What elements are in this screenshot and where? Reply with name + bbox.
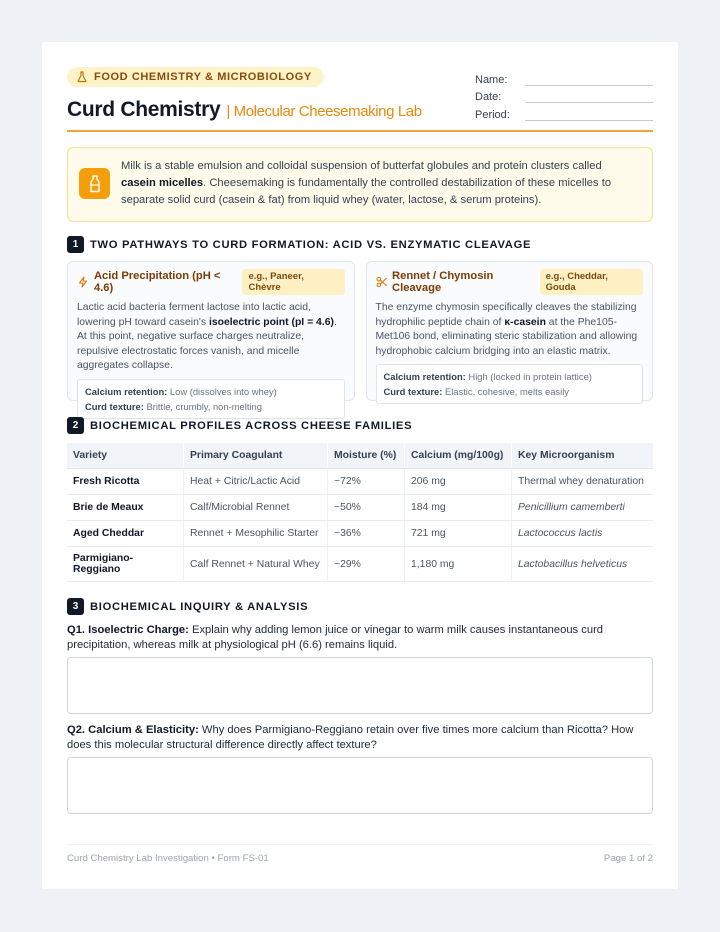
answer-box-1[interactable] [67, 657, 653, 714]
table-row [67, 469, 653, 495]
section-number: 1 [67, 236, 84, 253]
period-label: Period: [475, 108, 510, 121]
variety-cell: Aged Cheddar [67, 521, 184, 547]
column-header: Moisture (%) [328, 443, 405, 469]
period-line[interactable] [525, 109, 653, 121]
rennet-properties-box [376, 364, 644, 404]
acid-example-badge: e.g., Paneer, Chèvre [242, 269, 344, 295]
rennet-body-start: The enzyme chymosin specifically cleaves the stabilizing hydrophilic peptide chain of [375, 302, 637, 328]
worksheet-page [42, 42, 678, 889]
acid-body-start: Lactic acid bacteria ferment lactose into lactic acid, lowering pH toward casein's [77, 302, 311, 328]
section-3-heading [67, 598, 653, 615]
section-number: 3 [67, 598, 84, 615]
variety-cell: Parmigiano-Reggiano [67, 547, 184, 582]
acid-calcium-label: Calcium retention: [85, 385, 168, 397]
microorganism-cell: Thermal whey denaturation [512, 469, 654, 495]
calcium-cell: 1,180 mg [405, 547, 512, 582]
page-number: Page 1 of 2 [603, 853, 653, 864]
lightning-icon [77, 276, 89, 288]
moisture-cell: ~72% [328, 469, 405, 495]
calcium-cell: 206 mg [405, 469, 512, 495]
rennet-body-end: at the Phe105-Met106 bond, eliminating steric stabilization and allowing hydrophobic calcium bridging into an elastic matrix. [375, 316, 638, 357]
acid-card-body [77, 301, 345, 374]
acid-texture-value: Brittle, crumbly, non-melting [146, 400, 262, 412]
intro-text-start: Milk is a stable emulsion and colloidal suspension of butterfat globules and protein clusters called [121, 160, 602, 172]
microorganism-cell: Penicillium camemberti [512, 495, 654, 521]
acid-calcium-value: Low (dissolves into whey) [169, 385, 277, 397]
microorganism-cell: Lactococcus lactis [512, 521, 654, 547]
student-info-fields [475, 68, 653, 121]
rennet-example-badge: e.g., Cheddar, Gouda [540, 269, 643, 295]
variety-cell: Fresh Ricotta [67, 469, 184, 495]
column-header: Calcium (mg/100g) [405, 443, 512, 469]
section-title: TWO PATHWAYS TO CURD FORMATION: ACID VS. ENZYMATIC CLEAVAGE [90, 238, 532, 251]
column-header: Key Microorganism [512, 443, 654, 469]
moisture-cell: ~36% [328, 521, 405, 547]
coagulant-cell: Rennet + Mesophilic Starter [184, 521, 328, 547]
name-line[interactable] [525, 74, 653, 86]
flask-icon [76, 71, 88, 83]
intro-callout [67, 147, 653, 222]
table-row [67, 495, 653, 521]
acid-body-bold: isoelectric point (pI = 4.6) [208, 316, 334, 328]
section-title: BIOCHEMICAL PROFILES ACROSS CHEESE FAMILIES [90, 419, 413, 432]
calcium-cell: 721 mg [405, 521, 512, 547]
intro-bold-term: casein micelles [121, 177, 204, 189]
subject-tag-label: FOOD CHEMISTRY & MICROBIOLOGY [94, 71, 312, 83]
rennet-calcium-value: High (locked in protein lattice) [468, 371, 592, 382]
rennet-card-title: Rennet / Chymosin Cleavage [392, 270, 494, 294]
page-title: Curd Chemistry [67, 98, 221, 121]
footer [67, 844, 653, 864]
rennet-card-body [376, 301, 644, 359]
column-header: Primary Coagulant [184, 443, 328, 469]
question-2-label: Q2. Calcium & Elasticity: [67, 724, 199, 736]
question-2 [67, 723, 653, 753]
intro-text-end: . Cheesemaking is fundamentally the controlled destabilization of these micelles to separate solid curd (casein & fat) from liquid whey (water, lactose, & serum proteins). [121, 177, 612, 206]
question-1 [67, 623, 653, 653]
header [67, 67, 653, 131]
section-1-heading [67, 236, 653, 253]
calcium-cell: 184 mg [405, 495, 512, 521]
acid-properties-box [77, 379, 345, 419]
date-field[interactable] [475, 86, 653, 104]
milk-bottle-icon [79, 168, 110, 199]
column-header: Variety [67, 443, 184, 469]
pathway-cards [67, 261, 653, 412]
acid-card-title: Acid Precipitation (pH < 4.6) [93, 270, 221, 294]
acid-texture-label: Curd texture: [85, 400, 144, 412]
section-number: 2 [67, 417, 84, 434]
acid-pathway-card [67, 261, 355, 412]
name-field[interactable] [475, 68, 653, 86]
rennet-texture-value: Elastic, cohesive, melts easily [444, 386, 569, 397]
question-2-text: Why does Parmigiano-Reggiano retain over five times more calcium than Ricotta? How does this molecular structural difference directly affect texture? [67, 724, 634, 751]
microorganism-cell: Lactobacillus helveticus [512, 547, 654, 582]
subject-tag [67, 67, 324, 87]
scissors-icon [376, 276, 388, 288]
question-1-text: Explain why adding lemon juice or vinegar to warm milk causes instantaneous curd precipitation, whereas milk at physiological pH (6.6) remains liquid. [67, 624, 604, 651]
coagulant-cell: Heat + Citric/Lactic Acid [184, 469, 328, 495]
coagulant-cell: Calf Rennet + Natural Whey [184, 547, 328, 582]
acid-body-end: . At this point, negative surface charges neutralize, repulsive electrostatic forces vanish, and micelle aggregates collapse. [77, 316, 337, 371]
coagulant-cell: Calf/Microbial Rennet [184, 495, 328, 521]
date-line[interactable] [525, 91, 653, 103]
name-label: Name: [475, 73, 508, 86]
section-2-heading [67, 417, 653, 434]
table-row [67, 521, 653, 547]
rennet-pathway-card [366, 261, 654, 401]
rennet-body-bold: κ-casein [504, 316, 546, 328]
footer-form-id: Curd Chemistry Lab Investigation • Form FS-01 [67, 853, 269, 864]
page-subtitle: | Molecular Cheesemaking Lab [226, 103, 422, 120]
answer-box-2[interactable] [67, 757, 653, 814]
rennet-calcium-label: Calcium retention: [383, 371, 466, 382]
table-row [67, 547, 653, 582]
section-title: BIOCHEMICAL INQUIRY & ANALYSIS [90, 600, 309, 613]
moisture-cell: ~29% [328, 547, 405, 582]
date-label: Date: [475, 91, 502, 103]
rennet-texture-label: Curd texture: [383, 386, 443, 397]
moisture-cell: ~50% [328, 495, 405, 521]
cheese-profile-table [67, 443, 653, 582]
table-header-row [67, 443, 653, 469]
period-field[interactable] [475, 103, 653, 121]
question-1-label: Q1. Isoelectric Charge: [67, 624, 189, 636]
variety-cell: Brie de Meaux [67, 495, 184, 521]
